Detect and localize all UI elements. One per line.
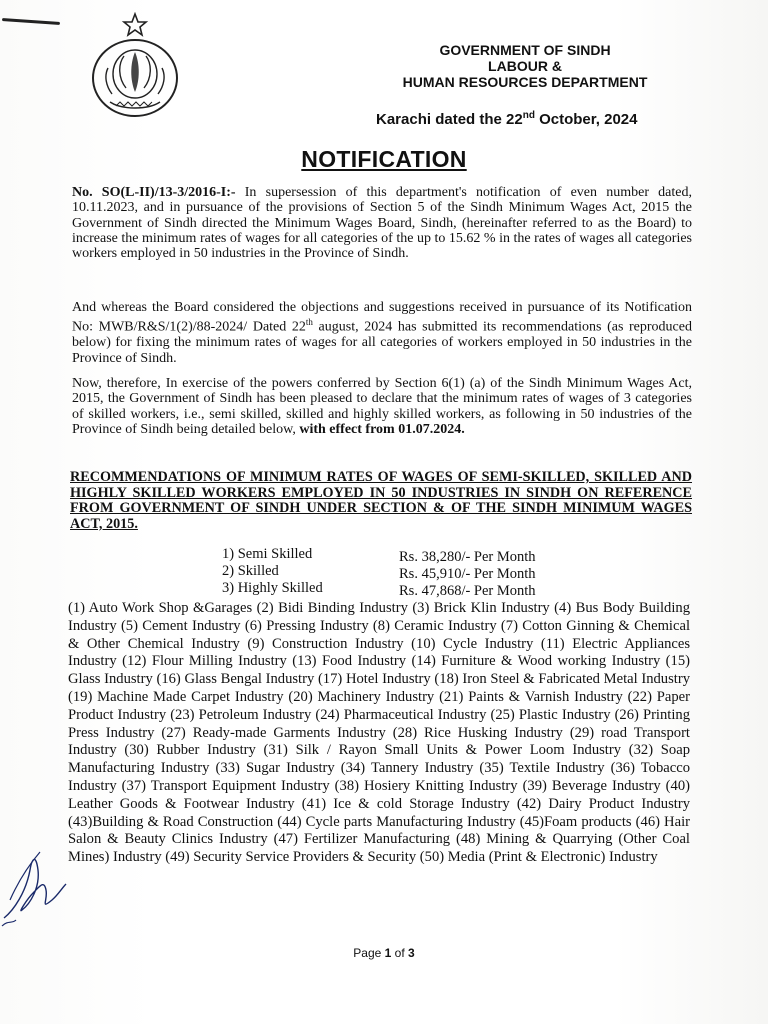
paragraph-2: And whereas the Board considered the objections and suggestions received in pursuance of its Notification No: MWB/R&S/1(2)/88-2024/ Dated 22th august, 2024 has submitted its recommendations (as reproduced below) for fixing the minimum rates of wages for all categories of workers employed in 50 industries in the Province of Sindh. xyxy=(72,300,692,366)
wage-category-highly-skilled: 3) Highly Skilled xyxy=(222,580,323,596)
paragraph-3: Now, therefore, In exercise of the powers conferred by Section 6(1) (a) of the Sindh Minimum Wages Act, 2015, the Government of Sindh has been pleased to declare that the minimum rates of wages of 3 categories of skilled workers, i.e., semi skilled, skilled and highly skilled workers, as following in 50 industries of the Province of Sindh being detailed below, with effect from 01.07.2024. xyxy=(72,376,692,437)
signature-scribble xyxy=(0,840,70,930)
place-date: Karachi dated the 22nd October, 2024 xyxy=(376,110,638,128)
paragraph-1: No. SO(L-II)/13-3/2016-I:- In supersession of this department's notification of even number dated, 10.11.2023, and in pursuance of the provisions of Section 5 of the Sindh Minimum Wages Act, 2015 the Government of Sindh directed the Minimum Wages Board, Sindh, (hereinafter referred to as the Board) to increase the minimum rates of wages for all categories of the up to 15.62 % in the rates of wages all categories workers employed in 50 industries in the Province of Sindh. xyxy=(72,185,692,262)
recommendations-heading: RECOMMENDATIONS OF MINIMUM RATES OF WAGES OF SEMI-SKILLED, SKILLED AND HIGHLY SKILLED WORKERS EMPLOYED IN 50 INDUSTRIES IN SINDH ON REFERENCE FROM GOVERNMENT OF SINDH UNDER SECTION & OF THE SINDH MINIMUM WAGES ACT, 2015. xyxy=(70,469,692,532)
department-line-2: HUMAN RESOURCES DEPARTMENT xyxy=(402,74,648,90)
notification-number: No. SO(L-II)/13-3/2016-I:- xyxy=(72,185,236,200)
pen-mark xyxy=(2,18,60,25)
wage-rate-skilled: Rs. 45,910/- Per Month xyxy=(399,566,536,582)
effective-date: with effect from 01.07.2024. xyxy=(299,421,465,437)
wage-category-semi-skilled: 1) Semi Skilled xyxy=(222,546,313,562)
notification-title: NOTIFICATION xyxy=(301,146,467,172)
wage-category-skilled: 2) Skilled xyxy=(222,563,279,579)
wage-rate-semi-skilled: Rs. 38,280/- Per Month xyxy=(399,549,536,565)
wage-rate-highly-skilled: Rs. 47,868/- Per Month xyxy=(399,583,536,599)
department-line-1: LABOUR & xyxy=(488,58,562,74)
government-name: GOVERNMENT OF SINDH xyxy=(439,42,611,58)
industries-list: (1) Auto Work Shop &Garages (2) Bidi Binding Industry (3) Brick Klin Industry (4) Bus Body Building Industry (5) Cement Industry (6) Pressing Industry (8) Ceramic Industry (7) Cotton Ginning & Chemical & Other Chemical Industry (9) Construction Industry (10) Cycle Industry (11) Electric Appliances Industry (12) Flour Milling Industry (13) Food Industry (14) Furniture & Wood working Industry (15) Glass Industry (16) Glass Bengal Industry (17) Hotel Industry (18) Iron Steel & Fabricated Metal Industry (19) Machine Made Carpet Industry (20) Machinery Industry (21) Paints & Varnish Industry (22) Paper Product Industry (23) Petroleum Industry (24) Pharmaceutical Industry (25) Plastic Industry (26) Printing Press Industry (27) Ready-made Garments Industry (28) Rice Husking Industry (29) road Transport Industry (30) Rubber Industry (31) Silk / Rayon Small Units & Power Loom Industry (32) Soap Manufacturing Industry (33) Sugar Industry (34) Tannery Industry (35) Textile Industry (36) Tobacco Industry (37) Transport Equipment Industry (38) Hosiery Knitting Industry (39) Beverage Industry (40) Leather Goods & Footwear Industry (41) Ice & cold Storage Industry (42) Dairy Product Industry (43)Building & Road Construction (44) Cycle parts Manufacturing Industry (45)Foam products (46) Hair Salon & Beauty Clinics Industry (47) Fertilizer Manufacturing (48) Mining & Quarrying (Other Coal Mines) Industry (49) Security Service Providers & Security (50) Media (Print & Electronic) Industry xyxy=(68,600,690,866)
government-seal-icon xyxy=(88,12,182,120)
page-indicator: Page 1 of 3 xyxy=(353,946,415,960)
